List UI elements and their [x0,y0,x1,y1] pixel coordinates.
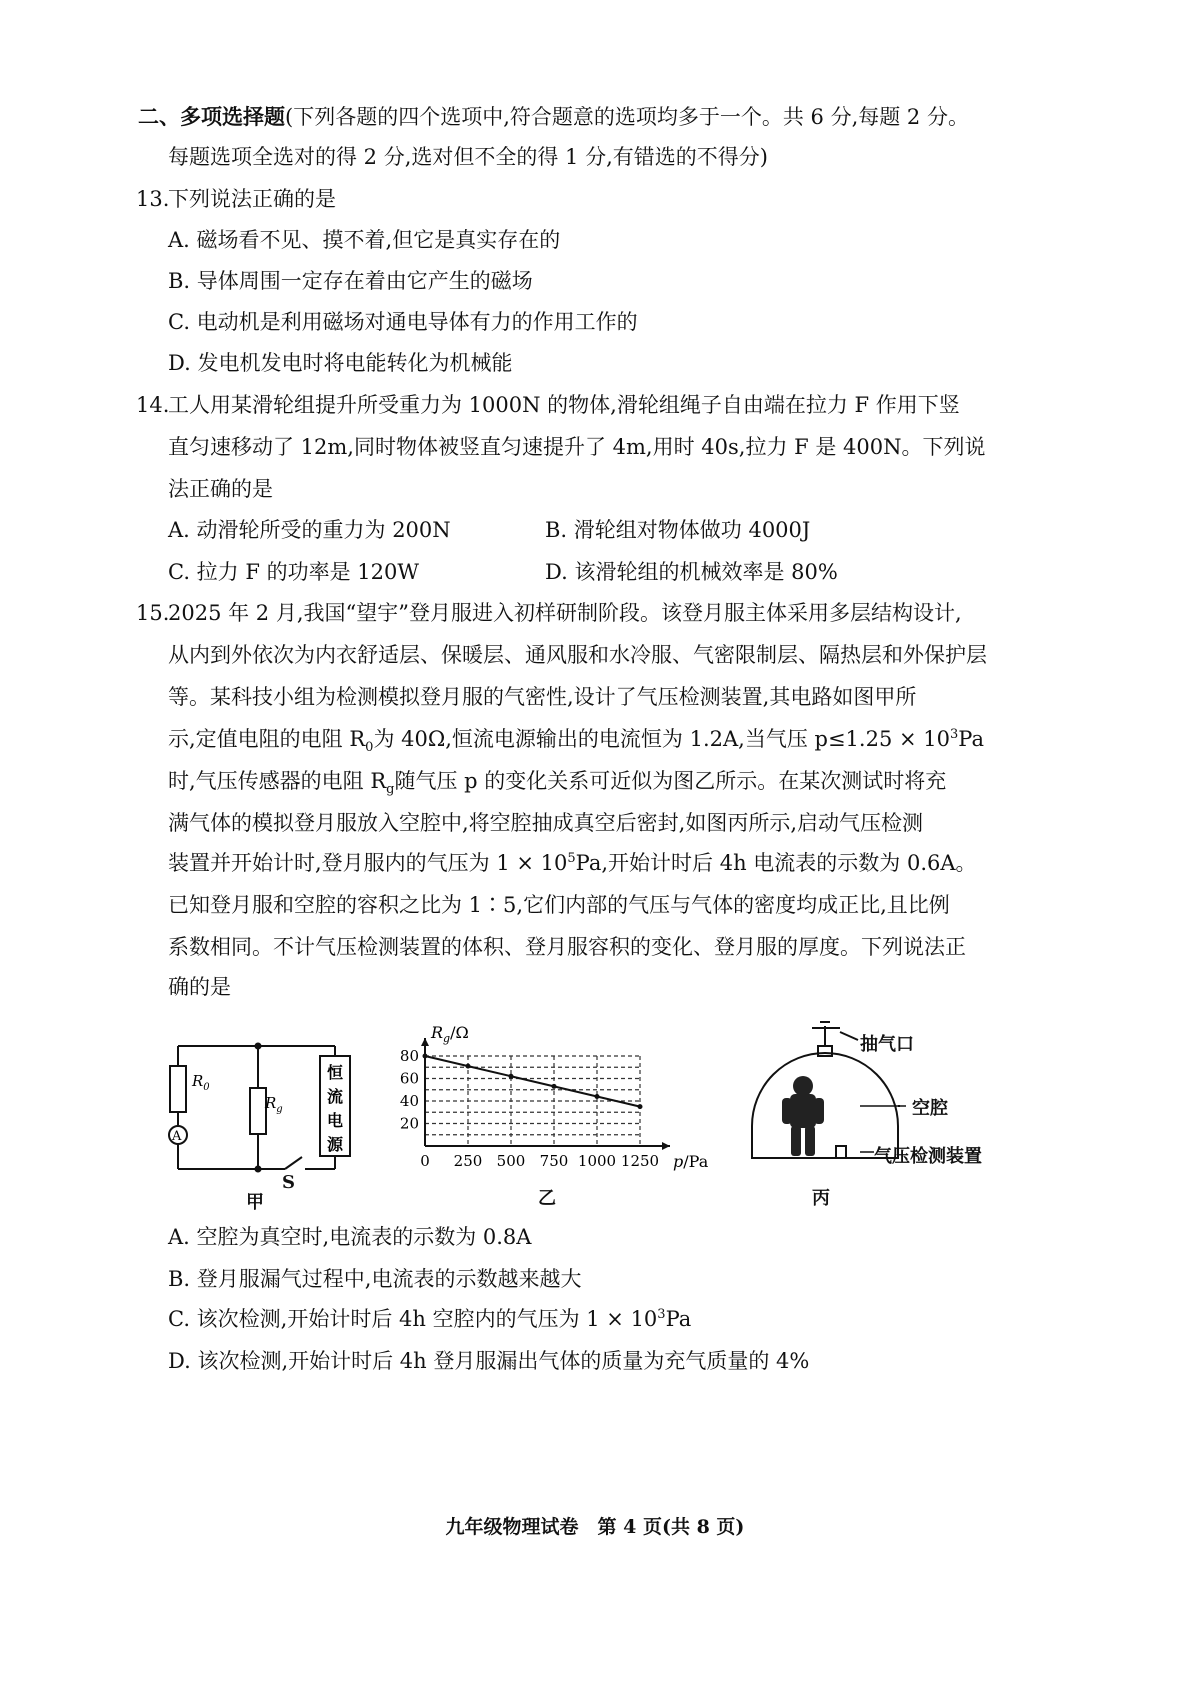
rg-label: $R_g$ [265,1094,283,1115]
x-axis-arrow [662,1142,670,1150]
section-header [138,102,969,132]
question-14-stem-2: 直匀速移动了 12m,同时物体被竖直匀速提升了 4m,用时 40s,拉力 F 是 400N。下列说 [168,435,986,459]
figure-jia-label: 甲 [246,1192,264,1213]
astronaut-icon [782,1076,824,1156]
question-15-number: 15. [136,601,170,625]
valve-label: 抽气口 [860,1034,914,1055]
chart-grid [425,1056,640,1146]
y-tick-label: 20 [399,1114,419,1133]
source-char-4: 源 [327,1135,344,1154]
figure-yi-label: 乙 [538,1188,556,1209]
chart-ylabel: $R_g/\Omega$ [431,1023,469,1045]
section-instructions-2: 每题选项全选对的得 2 分,选对但不全的得 1 分,有错选的不得分) [168,145,768,169]
x-tick-label: 250 [453,1152,483,1170]
section-instructions-1: (下列各题的四个选项中,符合题意的选项均多于一个。共 6 分,每题 2 分。 [285,105,969,129]
question-15-stem-6: 满气体的模拟登月服放入空腔中,将空腔抽成真空后密封,如图丙所示,启动气压检测 [168,811,924,835]
source-char-1: 恒 [327,1063,344,1082]
question-13-text: 下列说法正确的是 [168,187,336,211]
question-14-stem-3: 法正确的是 [168,477,273,501]
question-13-stem [136,184,336,214]
q15-s7sup: 5 [567,851,576,866]
q15-s4c: Pa [958,727,984,751]
q15-csup: 3 [657,1307,666,1322]
question-15-stem-9: 系数相同。不计气压检测装置的体积、登月服容积的变化、登月服的厚度。下列说法正 [168,935,966,959]
source-char-3: 电 [327,1111,344,1130]
question-14-option-c: C. 拉力 F 的功率是 120W [168,560,419,584]
q15-s4sub: 0 [365,740,374,756]
y-axis-arrow [421,1038,429,1046]
chart-yi [395,1022,725,1182]
y-tick-label: 60 [399,1069,419,1088]
question-13-option-c: C. 电动机是利用磁场对通电导体有力的作用工作的 [168,310,638,334]
question-15-text-1: 2025 年 2 月,我国“望宇”登月服进入初样研制阶段。该登月服主体采用多层结构设计, [168,601,962,625]
data-point [509,1074,514,1079]
x-tick-label: 1000 [577,1152,617,1170]
question-15-stem-4 [168,724,984,754]
data-point [423,1054,428,1059]
device-label: 气压检测装置 [874,1146,982,1167]
question-14-option-d: D. 该滑轮组的机械效率是 80% [545,560,838,584]
y-tick-label: 40 [399,1092,419,1110]
source-char-2: 流 [327,1087,344,1106]
q15-s4a: 示,定值电阻的电阻 R [168,727,366,751]
page-footer: 九年级物理试卷 第 4 页(共 8 页) [445,1516,745,1538]
data-point [552,1084,557,1089]
q15-s7b: Pa,开始计时后 4h 电流表的示数为 0.6A。 [575,851,977,875]
data-point [595,1094,600,1099]
question-15-option-a: A. 空腔为真空时,电流表的示数为 0.8A [168,1225,532,1249]
question-14-option-a: A. 动滑轮所受的重力为 200N [168,518,451,542]
data-point [638,1104,643,1109]
question-14-number: 14. [136,393,170,417]
question-13-option-b: B. 导体周围一定存在着由它产生的磁场 [168,269,533,293]
q15-s5a: 时,气压传感器的电阻 R [168,769,387,793]
q15-s5b: 随气压 p 的变化关系可近似为图乙所示。在某次测试时将充 [394,769,947,793]
question-15-stem-8: 已知登月服和空腔的容积之比为 1∶5,它们内部的气压与气体的密度均成正比,且比例 [168,893,950,917]
question-14-option-b: B. 滑轮组对物体做功 4000J [545,518,811,542]
question-14-stem-1 [136,390,960,420]
figure-bing-label: 丙 [812,1188,830,1209]
series-line [425,1056,640,1107]
question-13-option-d: D. 发电机发电时将电能转化为机械能 [168,351,513,375]
q15-ca: C. 该次检测,开始计时后 4h 空腔内的气压为 1 × 10 [168,1307,658,1331]
data-point [466,1064,471,1069]
question-15-option-c [168,1304,691,1334]
question-15-option-d: D. 该次检测,开始计时后 4h 登月服漏出气体的质量为充气质量的 4% [168,1349,810,1373]
question-15-stem-2: 从内到外依次为内衣舒适层、保暖层、通风服和水冷服、气密限制层、隔热层和外保护层 [168,643,987,667]
question-15-stem-1 [136,598,962,628]
question-15-stem-3: 等。某科技小组为检测模拟登月服的气密性,设计了气压检测装置,其电路如图甲所 [168,685,917,709]
q15-s7a: 装置并开始计时,登月服内的气压为 1 × 10 [168,851,568,875]
x-tick-label: 1250 [620,1152,660,1170]
question-13-number: 13. [136,187,170,211]
x-tick-label: 0 [420,1152,430,1170]
y-tick-label: 80 [399,1047,419,1065]
question-15-stem-7 [168,848,977,878]
cavity-label: 空腔 [912,1098,948,1119]
r0-label: $R_0$ [192,1072,210,1093]
q15-s4b: 为 40Ω,恒流电源输出的电流恒为 1.2A,当气压 p≤1.25 × 10 [373,727,950,751]
q15-s5sub: g [386,782,395,798]
chart-ticks [400,1047,659,1170]
annotation-lines [860,1100,920,1160]
q15-s4sup: 3 [950,727,959,742]
question-14-text-1: 工人用某滑轮组提升所受重力为 1000N 的物体,滑轮组绳子自由端在拉力 F 作用下竖 [168,393,960,417]
question-15-stem-10: 确的是 [168,975,231,999]
switch-label: S [282,1172,295,1193]
chart-axes [421,1038,670,1150]
ammeter-label: A [172,1129,182,1144]
x-tick-label: 750 [539,1152,569,1170]
question-13-option-a: A. 磁场看不见、摸不着,但它是真实存在的 [168,228,561,252]
q15-cb: Pa [665,1307,692,1331]
x-tick-label: 500 [496,1152,526,1170]
chart-xlabel: p/Pa [673,1152,709,1171]
section-title: 二、多项选择题 [138,104,285,129]
question-15-option-b: B. 登月服漏气过程中,电流表的示数越来越大 [168,1267,582,1291]
question-15-stem-5 [168,766,946,796]
circuit-diagram-jia [160,1032,360,1182]
